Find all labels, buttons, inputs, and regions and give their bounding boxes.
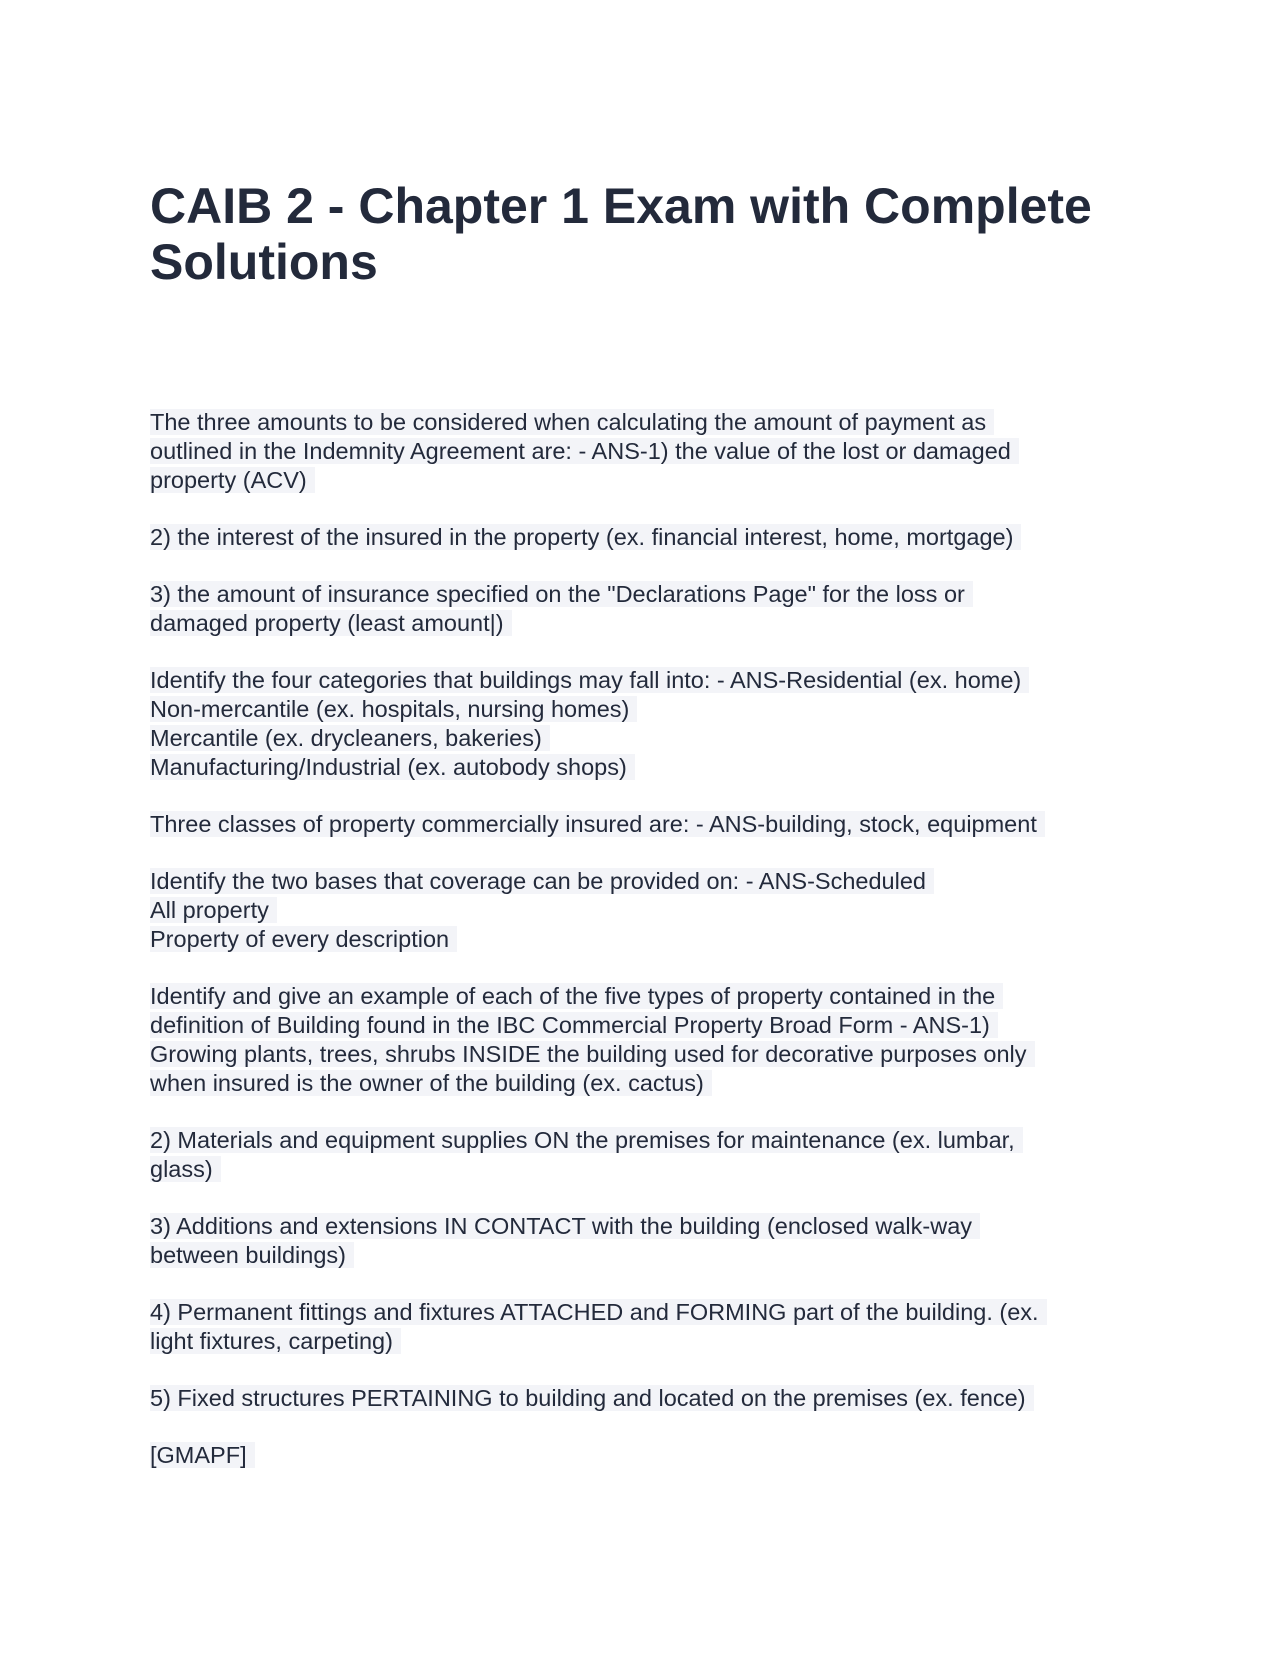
paragraph-fittings-fixtures (150, 1298, 1130, 1356)
text-line: 3) Additions and extensions IN CONTACT with the building (enclosed walk-way (150, 1213, 980, 1239)
text-line: Identify and give an example of each of the five types of property contained in the (150, 983, 1003, 1009)
paragraph-building-categories (150, 666, 1130, 782)
text-line: light fixtures, carpeting) (150, 1328, 401, 1354)
paragraph-fixed-structures (150, 1384, 1130, 1413)
paragraph-mnemonic (150, 1441, 1130, 1470)
text-line: All property (150, 897, 277, 923)
text-line: outlined in the Indemnity Agreement are: - ANS-1) the value of the lost or damaged (150, 438, 1019, 464)
text-line: Mercantile (ex. drycleaners, bakeries) (150, 725, 550, 751)
text-line: 3) the amount of insurance specified on the "Declarations Page" for the loss or (150, 581, 973, 607)
text-line: 4) Permanent fittings and fixtures ATTACHED and FORMING part of the building. (ex. (150, 1299, 1047, 1325)
document-body (150, 408, 1130, 1498)
text-line: Growing plants, trees, shrubs INSIDE the building used for decorative purposes only (150, 1041, 1035, 1067)
paragraph-additions-extensions (150, 1212, 1130, 1270)
text-line: definition of Building found in the IBC Commercial Property Broad Form - ANS-1) (150, 1012, 998, 1038)
text-line: 2) the interest of the insured in the property (ex. financial interest, home, mortgage) (150, 524, 1021, 550)
text-line: between buildings) (150, 1242, 354, 1268)
text-line: [GMAPF] (150, 1442, 255, 1468)
text-line: The three amounts to be considered when calculating the amount of payment as (150, 409, 994, 435)
text-line: 5) Fixed structures PERTAINING to building and located on the premises (ex. fence) (150, 1385, 1034, 1411)
text-line: glass) (150, 1156, 221, 1182)
paragraph-indemnity-amounts (150, 408, 1130, 495)
paragraph-insured-interest (150, 523, 1130, 552)
text-line: when insured is the owner of the building (ex. cactus) (150, 1070, 712, 1096)
paragraph-coverage-bases (150, 867, 1130, 954)
text-line: damaged property (least amount|) (150, 610, 512, 636)
text-line: Property of every description (150, 926, 457, 952)
paragraph-building-definition (150, 982, 1130, 1098)
text-line: Identify the two bases that coverage can be provided on: - ANS-Scheduled (150, 868, 934, 894)
text-line: property (ACV) (150, 467, 315, 493)
text-line: 2) Materials and equipment supplies ON the premises for maintenance (ex. lumbar, (150, 1127, 1023, 1153)
text-line: Manufacturing/Industrial (ex. autobody shops) (150, 754, 635, 780)
paragraph-property-classes (150, 810, 1130, 839)
paragraph-materials-equipment (150, 1126, 1130, 1184)
text-line: Three classes of property commercially insured are: - ANS-building, stock, equipment (150, 811, 1045, 837)
document-title: CAIB 2 - Chapter 1 Exam with Complete Solutions (150, 178, 1092, 290)
text-line: Identify the four categories that buildings may fall into: - ANS-Residential (ex. home) (150, 667, 1029, 693)
text-line: Non-mercantile (ex. hospitals, nursing homes) (150, 696, 637, 722)
paragraph-amount-of-insurance (150, 580, 1130, 638)
